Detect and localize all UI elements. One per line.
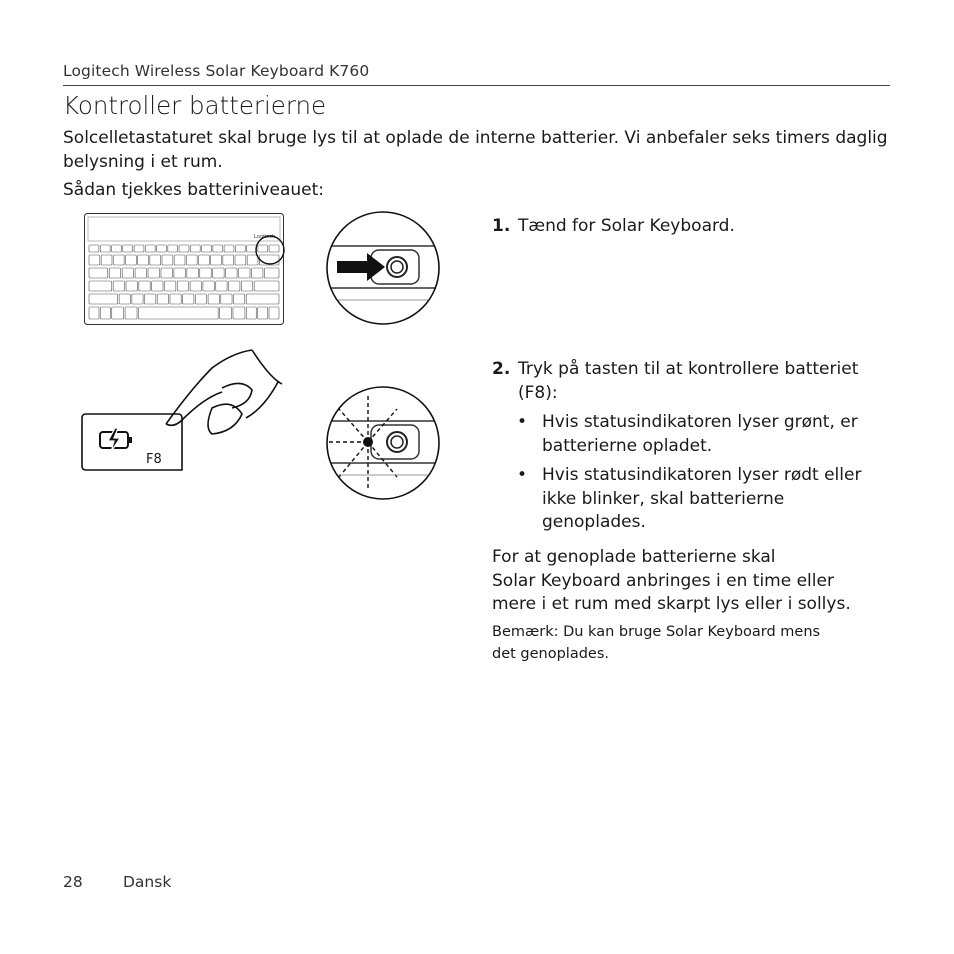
bullet-text: Hvis statusindikatoren lyser grønt, er batterierne opladet. [542, 412, 858, 456]
keyboard-key [123, 245, 133, 252]
keyboard-key [213, 268, 224, 278]
step-1-text: Tænd for Solar Keyboard. [518, 216, 735, 236]
keyboard-key [221, 294, 232, 304]
keyboard-key [200, 268, 211, 278]
keyboard-key [125, 307, 137, 319]
keyboard-key [138, 255, 149, 265]
bullet-text: Hvis statusindikatoren lyser rødt eller ikke blinker, skal batterierne genoplades. [542, 465, 862, 532]
note-paragraph [492, 622, 872, 665]
keyboard-key [208, 294, 219, 304]
keyboard-key [126, 281, 137, 291]
keyboard-key [89, 245, 99, 252]
keyboard-key [112, 307, 124, 319]
keyboard-key [247, 255, 258, 265]
keyboard-key [183, 294, 194, 304]
keyboard-key [174, 255, 185, 265]
battery-key-icon [98, 428, 138, 452]
recharge-line: Solar Keyboard anbringes i en time eller [492, 570, 834, 591]
keyboard-key [174, 268, 185, 278]
keyboard-key [119, 294, 130, 304]
keyboard-key [190, 281, 201, 291]
keyboard-key [150, 255, 161, 265]
keyboard-key [112, 245, 122, 252]
keyboard-key [122, 268, 133, 278]
f8-key-label: F8 [146, 452, 162, 467]
keyboard-key [216, 281, 227, 291]
keyboard-key [157, 294, 168, 304]
keyboard-key [145, 294, 156, 304]
keyboard-key [220, 307, 232, 319]
step-2 [492, 358, 892, 405]
finger-pressing-key-icon [82, 348, 282, 474]
keyboard-key [246, 307, 256, 319]
keyboard-key [109, 268, 120, 278]
footer-language: Dansk [123, 873, 172, 891]
keyboard-key [190, 245, 200, 252]
keyboard-key [235, 245, 245, 252]
bullet-mark: • [517, 465, 528, 485]
step-2-number: 2. [492, 359, 511, 379]
keyboard-key [139, 281, 150, 291]
keyboard-key [269, 245, 279, 252]
keyboard-key [89, 307, 99, 319]
keyboard-key [162, 255, 173, 265]
bullet-green [517, 411, 877, 458]
keyboard-key [179, 245, 189, 252]
intro-paragraph: Solcelletastaturet skal bruge lys til at oplade de interne batterier. Vi anbefaler seks timers daglig belysning i et rum. [63, 128, 888, 172]
keyboard-key [186, 255, 197, 265]
keyboard-key [126, 255, 137, 265]
keyboard-key [233, 307, 245, 319]
keyboard-key [148, 268, 159, 278]
keyboard-key [187, 268, 198, 278]
recharge-line: For at genoplade batterierne skal [492, 547, 776, 567]
keyboard-key [89, 294, 118, 304]
keyboard-key [239, 268, 250, 278]
keyboard-key [168, 245, 178, 252]
header-divider [63, 85, 890, 86]
keyboard-key [177, 281, 188, 291]
keyboard-key [161, 268, 172, 278]
keyboard-key [157, 245, 167, 252]
keyboard-key [132, 294, 143, 304]
keyboard-key [145, 245, 155, 252]
recharge-paragraph [492, 546, 892, 617]
keyboard-key [89, 255, 100, 265]
keyboard-key [199, 255, 210, 265]
keyboard-key [269, 307, 279, 319]
step-2-text: Tryk på tasten til at kontrollere batteriet (F8): [518, 359, 859, 403]
keyboard-key [234, 294, 245, 304]
keyboard-key [224, 245, 234, 252]
step-1-number: 1. [492, 216, 511, 236]
keyboard-brand-label: Logitech [254, 234, 276, 240]
keyboard-key [235, 255, 246, 265]
howto-heading: Sådan tjekkes batteriniveauet: [63, 180, 325, 200]
page-title: Kontroller batterierne [63, 91, 327, 120]
note-line: det genoplades. [492, 645, 610, 662]
keyboard-key [258, 245, 268, 252]
keyboard-key [251, 268, 262, 278]
bullet-red [517, 464, 877, 535]
step-1 [492, 215, 892, 239]
keyboard-key [100, 245, 110, 252]
keyboard-key [101, 255, 112, 265]
keyboard-key [195, 294, 206, 304]
recharge-line: mere i et rum med skarpt lys eller i sollys. [492, 594, 851, 614]
keyboard-key [229, 281, 240, 291]
status-light-zoom-icon [325, 385, 441, 501]
keyboard-key [89, 268, 108, 278]
keyboard-key [100, 307, 110, 319]
keyboard-key [170, 294, 181, 304]
keyboard-key [135, 268, 146, 278]
keyboard-key [164, 281, 175, 291]
page-number: 28 [63, 873, 83, 891]
keyboard-key [152, 281, 163, 291]
keyboard-illustration [84, 213, 284, 325]
note-line: Bemærk: Du kan bruge Solar Keyboard mens [492, 624, 821, 640]
bullet-mark: • [517, 412, 528, 432]
keyboard-key [246, 294, 279, 304]
keyboard-key [134, 245, 144, 252]
keyboard-key [213, 245, 223, 252]
keyboard-key [89, 281, 112, 291]
keyboard-key [113, 281, 124, 291]
keyboard-key [223, 255, 234, 265]
keyboard-key [254, 281, 279, 291]
keyboard-key [113, 255, 124, 265]
keyboard-key [241, 281, 252, 291]
keyboard-key [226, 268, 237, 278]
keyboard-key [247, 245, 257, 252]
keyboard-key [138, 307, 218, 319]
keyboard-key [202, 245, 212, 252]
keyboard-key [264, 268, 279, 278]
running-header: Logitech Wireless Solar Keyboard K760 [63, 62, 370, 80]
keyboard-key [258, 307, 268, 319]
keyboard-key [211, 255, 222, 265]
power-switch-zoom-icon [325, 210, 441, 326]
keyboard-key [203, 281, 214, 291]
